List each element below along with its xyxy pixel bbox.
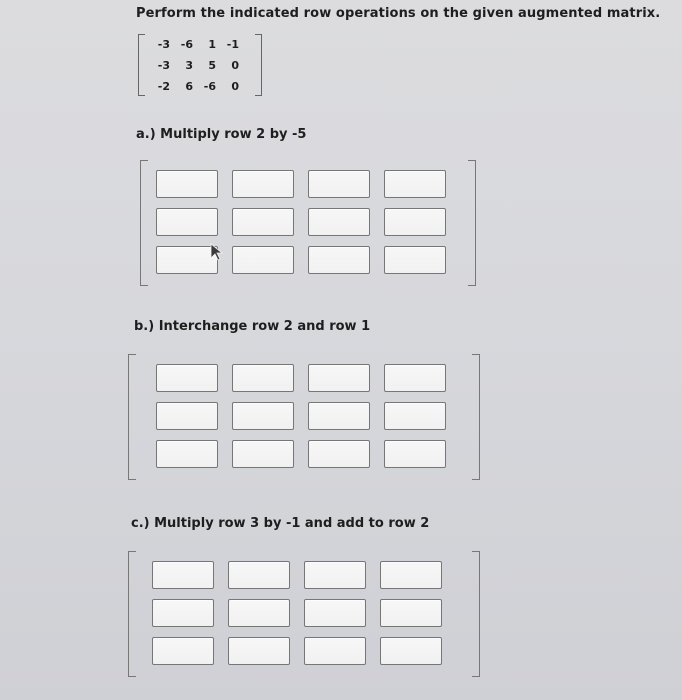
matrix-right-bracket <box>255 34 262 96</box>
answer-cell[interactable] <box>308 440 370 468</box>
part-b-label: b.) Interchange row 2 and row 1 <box>134 319 371 334</box>
answer-cell[interactable] <box>232 402 294 430</box>
answer-cell[interactable] <box>384 246 446 274</box>
part-a-answer-matrix <box>140 160 476 284</box>
matrix-entry: -6 <box>203 80 216 93</box>
given-augmented-matrix <box>138 34 262 96</box>
matrix-entry: 3 <box>185 59 193 72</box>
answer-cell[interactable] <box>232 170 294 198</box>
answer-cell[interactable] <box>156 440 218 468</box>
matrix-entry: -3 <box>157 38 170 51</box>
given-matrix-grid <box>150 38 239 98</box>
matrix-entry: 6 <box>185 80 193 93</box>
answer-cell[interactable] <box>152 637 214 665</box>
answer-cell[interactable] <box>308 208 370 236</box>
matrix-entry: 1 <box>208 38 216 51</box>
answer-cell[interactable] <box>308 170 370 198</box>
answer-cell[interactable] <box>156 208 218 236</box>
part-a-label: a.) Multiply row 2 by -5 <box>136 127 307 142</box>
answer-right-bracket <box>468 160 476 286</box>
part-b-answer-matrix <box>128 354 480 478</box>
answer-grid <box>152 561 442 665</box>
answer-cell[interactable] <box>304 599 366 627</box>
answer-cell[interactable] <box>228 599 290 627</box>
answer-cell[interactable] <box>228 561 290 589</box>
matrix-entry: 0 <box>231 59 239 72</box>
matrix-entry: -1 <box>226 38 239 51</box>
answer-cell[interactable] <box>308 402 370 430</box>
answer-left-bracket <box>140 160 148 286</box>
answer-cell[interactable] <box>232 364 294 392</box>
answer-cell[interactable] <box>308 364 370 392</box>
matrix-entry: 5 <box>208 59 216 72</box>
answer-cell[interactable] <box>156 402 218 430</box>
answer-cell[interactable] <box>232 440 294 468</box>
answer-cell[interactable] <box>384 170 446 198</box>
answer-cell[interactable] <box>228 637 290 665</box>
matrix-entry: -6 <box>180 38 193 51</box>
matrix-left-bracket <box>138 34 145 96</box>
answer-cell[interactable] <box>308 246 370 274</box>
matrix-entry: -3 <box>157 59 170 72</box>
answer-cell[interactable] <box>380 561 442 589</box>
answer-cell[interactable] <box>156 246 218 274</box>
answer-cell[interactable] <box>156 364 218 392</box>
matrix-entry: 0 <box>231 80 239 93</box>
answer-cell[interactable] <box>152 561 214 589</box>
answer-right-bracket <box>472 551 480 677</box>
answer-left-bracket <box>128 354 136 480</box>
answer-cell[interactable] <box>384 402 446 430</box>
answer-cell[interactable] <box>384 208 446 236</box>
answer-grid <box>156 170 446 274</box>
part-c-label: c.) Multiply row 3 by -1 and add to row 2 <box>131 516 430 531</box>
answer-cell[interactable] <box>232 208 294 236</box>
problem-title: Perform the indicated row operations on the given augmented matrix. <box>136 6 661 21</box>
answer-cell[interactable] <box>232 246 294 274</box>
answer-cell[interactable] <box>152 599 214 627</box>
matrix-entry: -2 <box>157 80 170 93</box>
answer-cell[interactable] <box>380 599 442 627</box>
answer-cell[interactable] <box>380 637 442 665</box>
answer-cell[interactable] <box>384 440 446 468</box>
part-c-answer-matrix <box>128 551 480 675</box>
answer-right-bracket <box>472 354 480 480</box>
answer-cell[interactable] <box>384 364 446 392</box>
answer-left-bracket <box>128 551 136 677</box>
answer-cell[interactable] <box>156 170 218 198</box>
answer-cell[interactable] <box>304 637 366 665</box>
answer-grid <box>156 364 446 468</box>
answer-cell[interactable] <box>304 561 366 589</box>
